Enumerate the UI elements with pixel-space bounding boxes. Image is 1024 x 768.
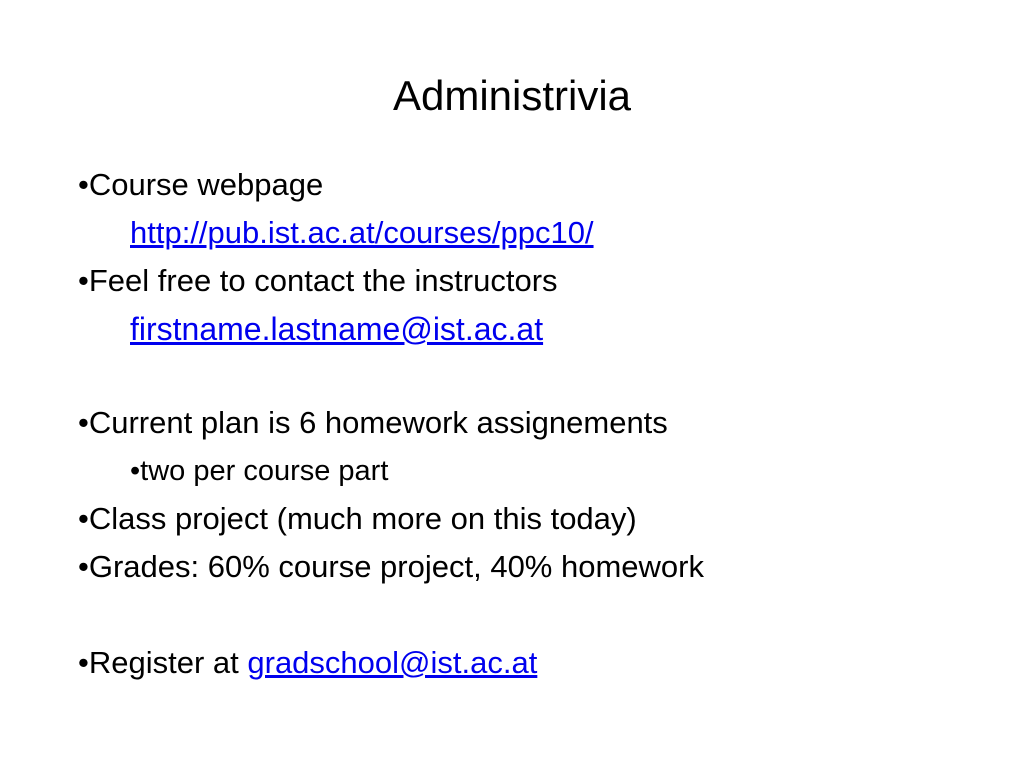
- gradschool-email-link[interactable]: gradschool@ist.ac.at: [247, 645, 538, 680]
- bullet-icon: •: [78, 167, 89, 202]
- course-webpage-link[interactable]: http://pub.ist.ac.at/courses/ppc10/: [130, 215, 594, 250]
- bullet-text: Feel free to contact the instructors: [88, 263, 558, 298]
- instructor-email-link[interactable]: firstname.lastname@ist.ac.at: [130, 311, 544, 347]
- bullet-item-grades: [78, 547, 704, 587]
- bullet-icon: •: [78, 263, 89, 298]
- bullet-text: Register at: [88, 645, 248, 680]
- bullet-icon: •: [78, 405, 89, 440]
- bullet-text: two per course part: [140, 455, 389, 487]
- bullet-text: Course webpage: [88, 167, 324, 202]
- bullet-text: Grades: 60% course project, 40% homework: [88, 549, 704, 584]
- bullet-icon: •: [78, 549, 89, 584]
- bullet-item-class-project: [78, 499, 637, 539]
- bullet-icon: •: [78, 501, 89, 536]
- course-webpage-link-row: [130, 213, 594, 253]
- slide-title: Administrivia: [392, 72, 632, 119]
- bullet-text: Class project (much more on this today): [88, 501, 637, 536]
- bullet-item-register: [78, 643, 537, 683]
- bullet-item-course-webpage: [78, 165, 323, 205]
- instructor-email-row: [130, 309, 543, 350]
- bullet-icon: •: [130, 455, 141, 487]
- sub-bullet-item-per-part: [130, 451, 388, 491]
- bullet-item-homework-plan: [78, 403, 668, 443]
- bullet-item-contact: [78, 261, 558, 301]
- bullet-icon: •: [78, 645, 89, 680]
- bullet-text: Current plan is 6 homework assignements: [88, 405, 668, 440]
